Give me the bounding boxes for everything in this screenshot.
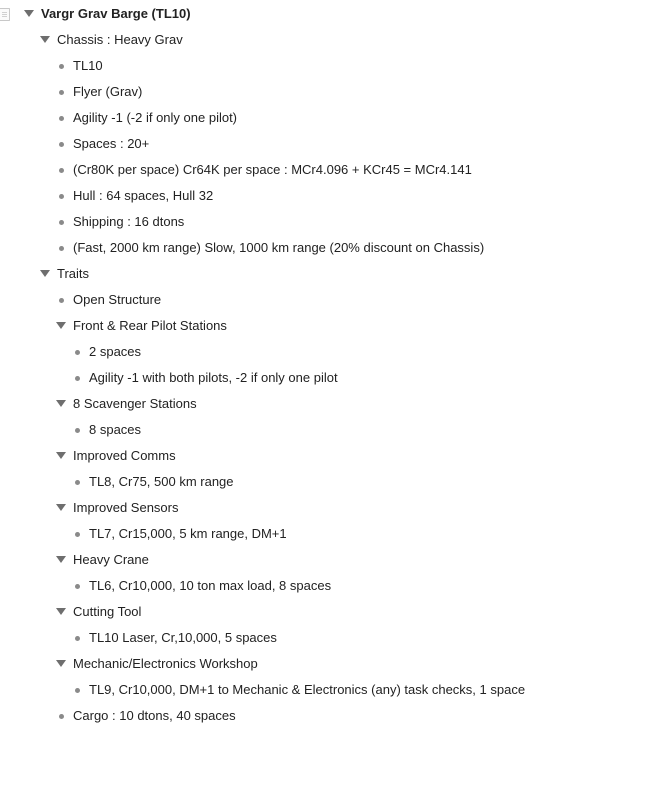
disclosure-triangle-icon[interactable]	[56, 322, 66, 329]
outline-row-scavenger-stations[interactable]	[0, 391, 658, 417]
outline-row-cutting-tool[interactable]	[0, 599, 658, 625]
bullet-icon	[75, 584, 80, 589]
improved-comms-label: Improved Comms	[73, 448, 176, 463]
bullet-icon	[59, 246, 64, 251]
outline-row-chassis-item[interactable]	[0, 131, 658, 157]
chassis-item-label: Shipping : 16 dtons	[73, 214, 185, 229]
bullet-icon	[75, 688, 80, 693]
bullet-icon	[75, 480, 80, 485]
outline-row-chassis-item[interactable]	[0, 209, 658, 235]
pilot-stations-label: Front & Rear Pilot Stations	[73, 318, 227, 333]
outline-row-improved-comms[interactable]	[0, 443, 658, 469]
chassis-item-label: (Cr80K per space) Cr64K per space : MCr4.096 + KCr45 = MCr4.141	[73, 162, 472, 177]
cargo-label: Cargo : 10 dtons, 40 spaces	[73, 708, 236, 723]
outline-row-improved-sensors-item[interactable]	[0, 521, 658, 547]
outline-row-improved-comms-item[interactable]	[0, 469, 658, 495]
bullet-icon	[59, 220, 64, 225]
disclosure-triangle-icon[interactable]	[56, 660, 66, 667]
traits-label: Traits	[57, 266, 90, 281]
outline-row-pilot-stations[interactable]	[0, 313, 658, 339]
trait-detail-label: TL9, Cr10,000, DM+1 to Mechanic & Electronics (any) task checks, 1 space	[89, 682, 526, 697]
outline-row-chassis-item[interactable]	[0, 79, 658, 105]
trait-detail-label: 8 spaces	[89, 422, 142, 437]
bullet-icon	[59, 298, 64, 303]
bullet-icon	[59, 168, 64, 173]
outline-row-workshop-item[interactable]	[0, 677, 658, 703]
chassis-item-label: Spaces : 20+	[73, 136, 150, 151]
outline-row-chassis-item[interactable]	[0, 157, 658, 183]
disclosure-triangle-icon[interactable]	[56, 400, 66, 407]
disclosure-triangle-icon[interactable]	[24, 10, 34, 17]
outline-row-open-structure[interactable]	[0, 287, 658, 313]
outline-row-heavy-crane[interactable]	[0, 547, 658, 573]
cutting-tool-label: Cutting Tool	[73, 604, 142, 619]
workshop-label: Mechanic/Electronics Workshop	[73, 656, 258, 671]
chassis-item-label: Flyer (Grav)	[73, 84, 143, 99]
outline-row-traits[interactable]	[0, 261, 658, 287]
bullet-icon	[75, 376, 80, 381]
bullet-icon	[59, 90, 64, 95]
trait-detail-label: 2 spaces	[89, 344, 142, 359]
bullet-icon	[75, 428, 80, 433]
trait-detail-label: TL10 Laser, Cr,10,000, 5 spaces	[89, 630, 277, 645]
outline-row-pilot-stations-item[interactable]	[0, 339, 658, 365]
outline-title: Vargr Grav Barge (TL10)	[41, 6, 191, 21]
scavenger-stations-label: 8 Scavenger Stations	[73, 396, 197, 411]
open-structure-label: Open Structure	[73, 292, 162, 307]
disclosure-triangle-icon[interactable]	[56, 504, 66, 511]
outline-row-improved-sensors[interactable]	[0, 495, 658, 521]
bullet-icon	[75, 532, 80, 537]
outline-row-root[interactable]	[0, 1, 658, 27]
outline-row-scavenger-stations-item[interactable]	[0, 417, 658, 443]
outline-row-heavy-crane-item[interactable]	[0, 573, 658, 599]
chassis-label: Chassis : Heavy Grav	[57, 32, 183, 47]
chassis-item-label: Agility -1 (-2 if only one pilot)	[73, 110, 238, 125]
trait-detail-label: TL7, Cr15,000, 5 km range, DM+1	[89, 526, 287, 541]
disclosure-triangle-icon[interactable]	[40, 36, 50, 43]
outline-row-cutting-tool-item[interactable]	[0, 625, 658, 651]
trait-detail-label: Agility -1 with both pilots, -2 if only one pilot	[89, 370, 338, 385]
heavy-crane-label: Heavy Crane	[73, 552, 149, 567]
bullet-icon	[75, 636, 80, 641]
outline-row-chassis-item[interactable]	[0, 53, 658, 79]
bullet-icon	[59, 142, 64, 147]
disclosure-triangle-icon[interactable]	[56, 608, 66, 615]
trait-detail-label: TL8, Cr75, 500 km range	[89, 474, 234, 489]
bullet-icon	[75, 350, 80, 355]
outline-row-cargo[interactable]	[0, 703, 658, 729]
bullet-icon	[59, 116, 64, 121]
outline-row-chassis[interactable]	[0, 27, 658, 53]
outline-row-chassis-item[interactable]	[0, 235, 658, 261]
bullet-icon	[59, 194, 64, 199]
disclosure-triangle-icon[interactable]	[40, 270, 50, 277]
disclosure-triangle-icon[interactable]	[56, 556, 66, 563]
outline-row-chassis-item[interactable]	[0, 183, 658, 209]
outline-row-workshop[interactable]	[0, 651, 658, 677]
bullet-icon	[59, 714, 64, 719]
disclosure-triangle-icon[interactable]	[56, 452, 66, 459]
chassis-item-label: Hull : 64 spaces, Hull 32	[73, 188, 214, 203]
trait-detail-label: TL6, Cr10,000, 10 ton max load, 8 spaces	[89, 578, 332, 593]
outline-row-pilot-stations-item[interactable]	[0, 365, 658, 391]
improved-sensors-label: Improved Sensors	[73, 500, 179, 515]
outline-row-chassis-item[interactable]	[0, 105, 658, 131]
chassis-item-label: TL10	[73, 58, 103, 73]
chassis-item-label: (Fast, 2000 km range) Slow, 1000 km range (20% discount on Chassis)	[73, 240, 485, 255]
bullet-icon	[59, 64, 64, 69]
